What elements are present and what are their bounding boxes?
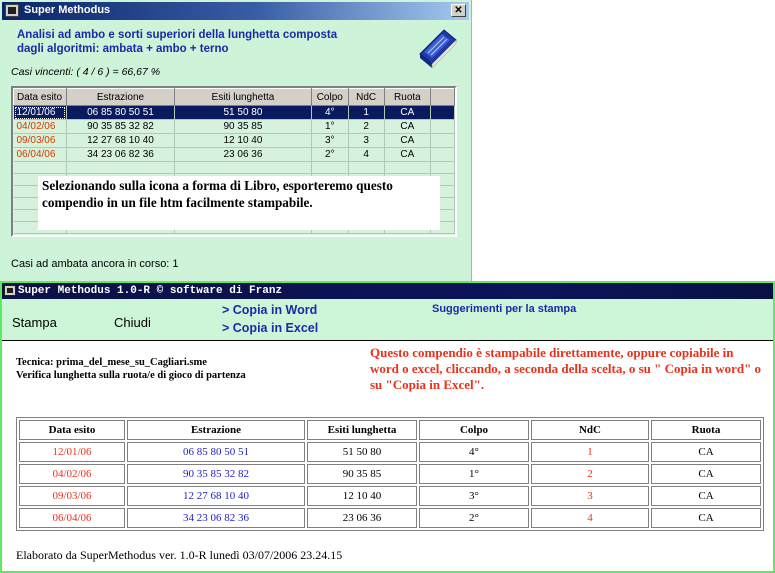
col-header-date: Data esito: [19, 420, 125, 440]
cell-colpo: 1°: [419, 464, 529, 484]
table-row: [19, 508, 761, 528]
cell-date: 04/02/06: [19, 464, 125, 484]
cell-ruota: CA: [384, 120, 431, 134]
cell-ruota: CA: [651, 486, 761, 506]
technique-info: [16, 356, 246, 382]
export-tip-note: Selezionando sulla icona a forma di Libro, esporteremo questo compendio in un file htm facilmente stampabile.: [38, 176, 440, 230]
cell-date: 06/04/06: [19, 508, 125, 528]
cell-ruota: CA: [384, 106, 431, 120]
col-header-ndc[interactable]: NdC: [348, 89, 384, 106]
table-row: [19, 464, 761, 484]
toolbar: [2, 299, 773, 341]
print-results-table: [16, 417, 764, 531]
cell-ruota: CA: [651, 508, 761, 528]
cell-date: 06/04/06: [14, 148, 67, 162]
col-header-extraction: Estrazione: [127, 420, 305, 440]
cell-date: 04/02/06: [14, 120, 67, 134]
cell-extraction: 12 27 68 10 40: [66, 134, 174, 148]
technique-label: Tecnica: prima_del_mese_su_Cagliari.sme: [16, 357, 207, 368]
copy-word-link[interactable]: > Copia in Word: [222, 303, 318, 317]
grid-row[interactable]: [14, 106, 455, 120]
cell-results: 90 35 85: [307, 464, 417, 484]
cell-extraction: 06 85 80 50 51: [127, 442, 305, 462]
title-bar[interactable]: [2, 283, 773, 299]
app-icon[interactable]: [4, 285, 16, 296]
cell-spare: [431, 106, 455, 120]
cell-results: 12 10 40: [175, 134, 312, 148]
cell-ruota: CA: [651, 464, 761, 484]
cell-ruota: CA: [384, 148, 431, 162]
cell-colpo: 3°: [311, 134, 348, 148]
cell-results: 51 50 80: [307, 442, 417, 462]
cell-ruota: CA: [384, 134, 431, 148]
col-header-ruota[interactable]: Ruota: [384, 89, 431, 106]
window-title: Super Methodus 1.0-R © software di Franz: [18, 285, 283, 297]
table-row: [19, 486, 761, 506]
analysis-heading: Analisi ad ambo e sorti superiori della lunghetta composta dagli algoritmi: ambata + ambo + terno: [17, 29, 338, 55]
cell-spare: [431, 134, 455, 148]
cell-colpo: 1°: [311, 120, 348, 134]
print-button[interactable]: Stampa: [12, 315, 57, 330]
cell-colpo: 4°: [419, 442, 529, 462]
cell-ruota: CA: [651, 442, 761, 462]
cell-spare: [431, 148, 455, 162]
col-header-colpo[interactable]: Colpo: [311, 89, 348, 106]
close-button[interactable]: ✕: [451, 4, 466, 17]
col-header-colpo: Colpo: [419, 420, 529, 440]
cell-extraction: 90 35 85 32 82: [127, 464, 305, 484]
copy-excel-link[interactable]: > Copia in Excel: [222, 321, 319, 335]
col-header-spare: [431, 89, 455, 106]
cell-results: 23 06 36: [175, 148, 312, 162]
cell-date: 12/01/06: [19, 442, 125, 462]
window-title: Super Methodus: [24, 4, 111, 16]
cell-ndc: 3: [348, 134, 384, 148]
verify-label: Verifica lunghetta sulla ruota/e di gioco di partenza: [16, 370, 246, 381]
cell-ndc: 1: [348, 106, 384, 120]
footer-text: Elaborato da SuperMethodus ver. 1.0-R lunedì 03/07/2006 23.24.15: [16, 548, 343, 562]
cell-date: 12/01/06: [14, 106, 67, 120]
col-header-results[interactable]: Esiti lunghetta: [175, 89, 312, 106]
cell-ndc: 4: [531, 508, 649, 528]
col-header-extraction[interactable]: Estrazione: [66, 89, 174, 106]
cell-extraction: 34 23 06 82 36: [66, 148, 174, 162]
title-bar[interactable]: [2, 2, 469, 20]
cell-ndc: 2: [348, 120, 384, 134]
cell-colpo: 2°: [311, 148, 348, 162]
close-button[interactable]: Chiudi: [114, 315, 151, 330]
cell-results: 23 06 36: [307, 508, 417, 528]
print-hints-link[interactable]: Suggerimenti per la stampa: [432, 303, 577, 315]
cell-ndc: 3: [531, 486, 649, 506]
grid-empty-row: [14, 162, 455, 174]
grid-header-row: [14, 89, 455, 106]
grid-row[interactable]: [14, 120, 455, 134]
cell-extraction: 90 35 85 32 82: [66, 120, 174, 134]
cell-extraction: 06 85 80 50 51: [66, 106, 174, 120]
cell-results: 12 10 40: [307, 486, 417, 506]
cell-spare: [431, 120, 455, 134]
col-header-ruota: Ruota: [651, 420, 761, 440]
printable-note: Questo compendio è stampabile direttamente, oppure copiabile in word o excel, cliccando, a seconda della scelta, o su " Copia in word" o su "Copia in Excel".: [370, 345, 762, 392]
analysis-window: [0, 0, 472, 282]
cell-ndc: 2: [531, 464, 649, 484]
cell-colpo: 2°: [419, 508, 529, 528]
grid-row[interactable]: [14, 134, 455, 148]
col-header-results: Esiti lunghetta: [307, 420, 417, 440]
cell-results: 51 50 80: [175, 106, 312, 120]
cell-colpo: 4°: [311, 106, 348, 120]
cell-ndc: 4: [348, 148, 384, 162]
print-window: [0, 281, 775, 573]
app-icon[interactable]: [5, 4, 19, 17]
book-icon[interactable]: [414, 24, 460, 70]
col-header-ndc: NdC: [531, 420, 649, 440]
cell-extraction: 12 27 68 10 40: [127, 486, 305, 506]
ambata-status: Casi ad ambata ancora in corso: 1: [11, 258, 179, 270]
grid-row[interactable]: [14, 148, 455, 162]
col-header-date[interactable]: Data esito: [14, 89, 67, 106]
win-rate-label: Casi vincenti: ( 4 / 6 ) = 66,67 %: [11, 66, 161, 78]
cell-date: 09/03/06: [19, 486, 125, 506]
cell-extraction: 34 23 06 82 36: [127, 508, 305, 528]
cell-results: 90 35 85: [175, 120, 312, 134]
table-header-row: [19, 420, 761, 440]
cell-date: 09/03/06: [14, 134, 67, 148]
table-row: [19, 442, 761, 462]
cell-colpo: 3°: [419, 486, 529, 506]
cell-ndc: 1: [531, 442, 649, 462]
